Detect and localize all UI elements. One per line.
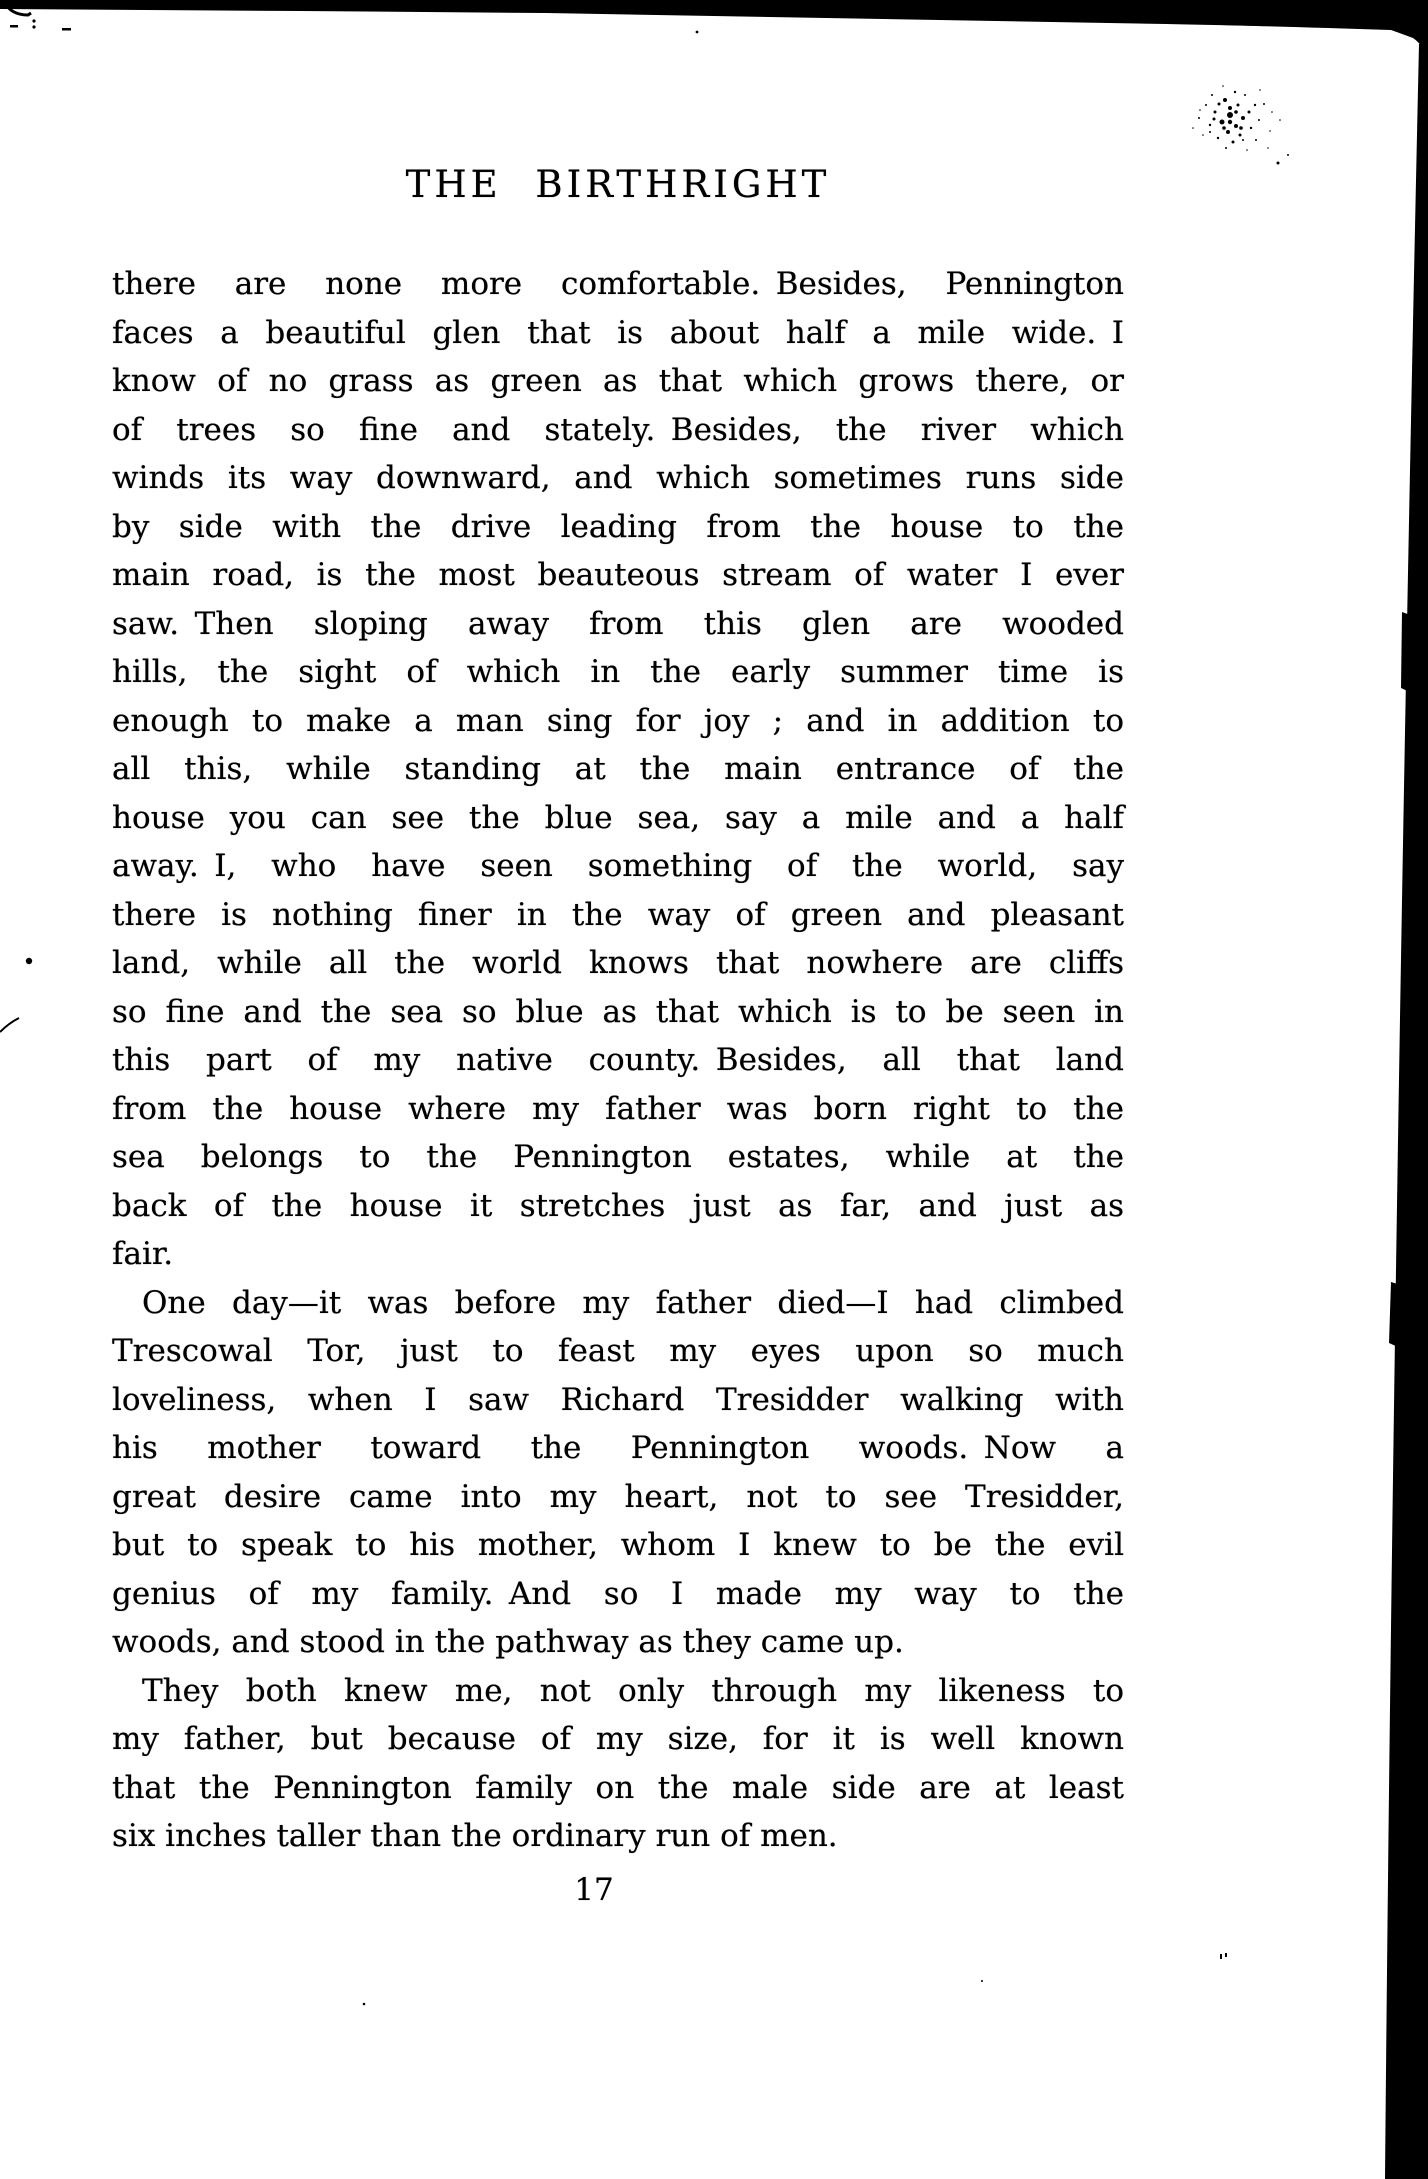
text-line: all this, while standing at the main entrance of the [112,751,1124,787]
speck [1225,1953,1227,1957]
text-line: his mother toward the Pennington woods. Now a [112,1430,1124,1466]
text-line: fair. [112,1236,174,1272]
speck [696,31,699,34]
left-margin-dot [26,958,32,964]
page-number: 17 [574,1872,614,1908]
text-line: loveliness, when I saw Richard Tresidder walking with [112,1381,1124,1418]
pen-mark [62,28,71,31]
text-line: faces a beautiful glen that is about half a mile wide. I [112,314,1124,351]
text-line: sea belongs to the Pennington estates, while at the [112,1139,1124,1175]
text-line: this part of my native county. Besides, all that land [112,1042,1124,1078]
text-line: main road, is the most beauteous stream of water I ever [112,557,1124,593]
text-line: woods, and stood in the pathway as they came up. [112,1624,904,1660]
text-line: know of no grass as green as that which grows there, or [112,363,1124,399]
text-line: by side with the drive leading from the house to the [112,508,1124,545]
text-line: my father, but because of my size, for it is well known [112,1721,1124,1757]
pen-mark [32,19,35,22]
text-line: that the Pennington family on the male side are at least [112,1769,1124,1806]
text-line: One day—it was before my father died—I had climbed [142,1284,1124,1321]
scan-right-edge [1385,44,1428,2179]
page-heading: THE BIRTHRIGHT [405,163,831,206]
text-line: great desire came into my heart, not to see Tresidder, [112,1478,1124,1515]
text-line: there is nothing finer in the way of green and pleasant [112,896,1124,933]
text-line: back of the house it stretches just as far, and just as [112,1187,1124,1224]
speck [981,1980,983,1982]
text-line: of trees so fine and stately. Besides, the river which [112,411,1124,448]
text-line: so fine and the sea so blue as that which is to be seen in [112,993,1124,1030]
text-line: enough to make a man sing for joy ; and in addition to [112,702,1124,739]
text-line: hills, the sight of which in the early summer time is [112,654,1124,690]
text-line: land, while all the world knows that nowhere are cliffs [112,945,1124,981]
speck [363,2003,366,2006]
text-line: genius of my family. And so I made my way to the [112,1575,1124,1612]
pen-mark [10,25,18,28]
text-line: house you can see the blue sea, say a mile and a half [112,799,1124,836]
scan-top-edge [0,0,1428,56]
text-line: Trescowal Tor, just to feast my eyes upon so much [112,1333,1124,1369]
body-text [112,260,1124,1861]
text-line: six inches taller than the ordinary run of men. [112,1818,838,1854]
text-line: away. I, who have seen something of the world, say [112,848,1124,884]
text-line: winds its way downward, and which sometimes runs side [112,460,1124,496]
text-line: saw. Then sloping away from this glen are wooded [112,605,1124,642]
pen-mark [32,25,35,28]
left-margin-dash [0,1018,19,1032]
ink-smudge-artifact [1192,85,1289,164]
text-line: from the house where my father was born right to the [112,1090,1124,1127]
text-line: there are none more comfortable. Besides, Pennington [112,266,1124,302]
speck [1220,1954,1222,1959]
text-line: They both knew me, not only through my likeness to [142,1672,1124,1709]
text-line: but to speak to his mother, whom I knew to be the evil [112,1527,1124,1563]
